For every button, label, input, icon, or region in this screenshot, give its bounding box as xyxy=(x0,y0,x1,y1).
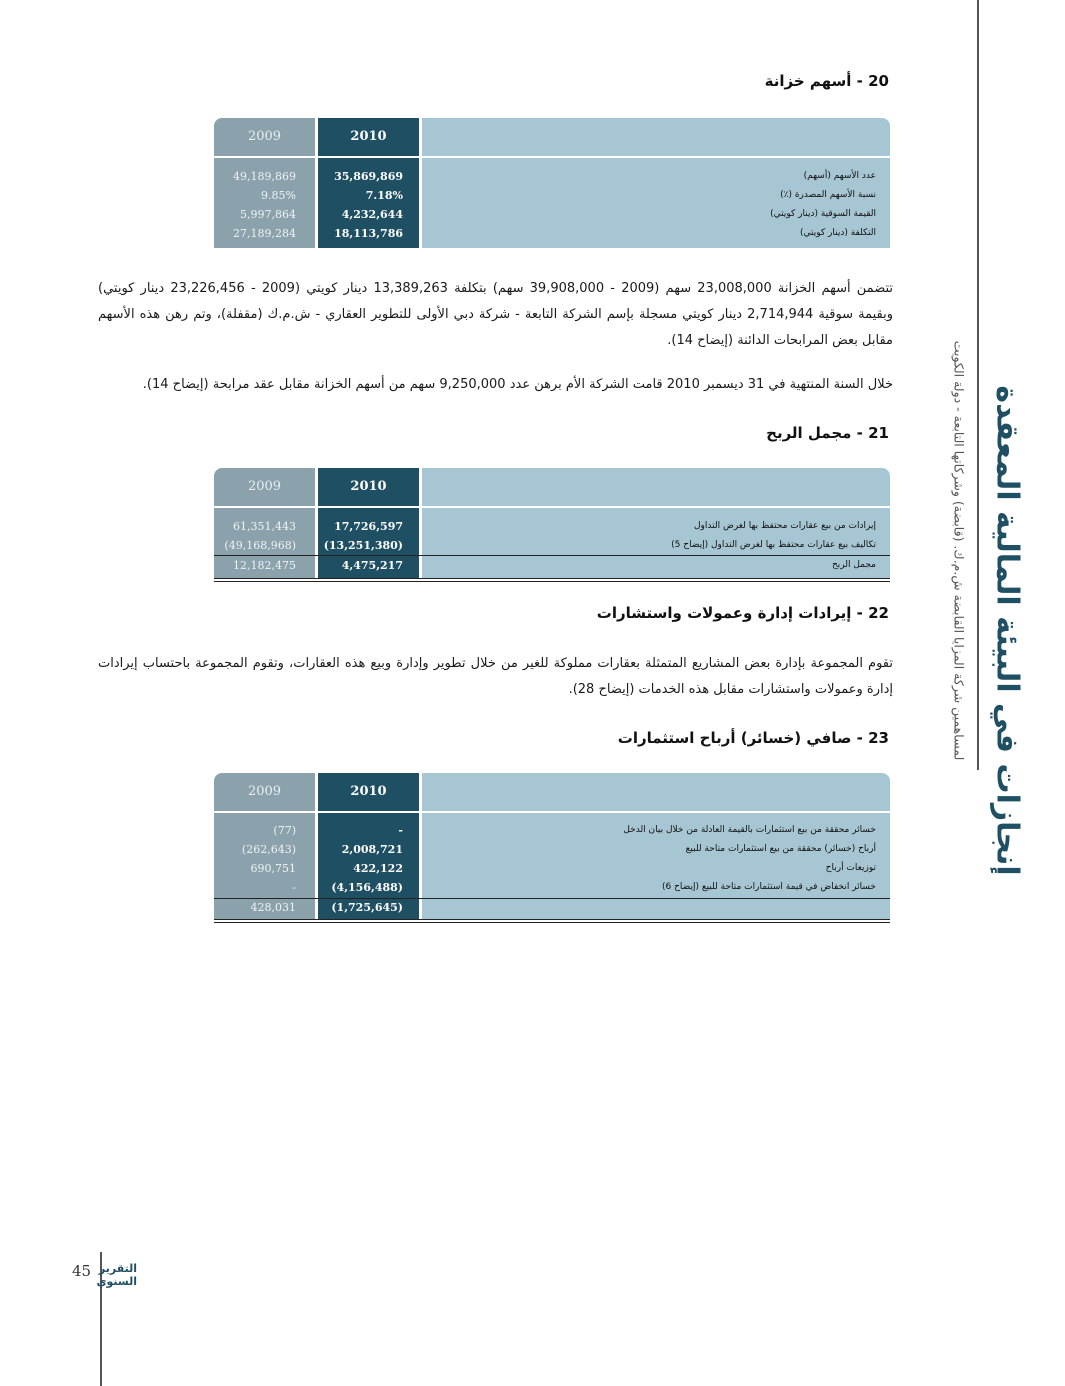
total-rule xyxy=(214,919,890,920)
table-row: 49,189,869 35,869,869 عدد الأسهم (أسهم) xyxy=(233,170,876,183)
table-row: 5,997,864 4,232,644 القيمة السوقية (دينار كويتي) xyxy=(240,208,876,221)
section-22-title: 22 - إيرادات إدارة وعمولات واستشارات xyxy=(596,604,889,622)
header-2009: 2009 xyxy=(214,468,315,506)
table-row: 61,351,443 17,726,597 إيرادات من بيع عقارات محتفظ بها لغرض التداول xyxy=(233,520,876,533)
section-20-title: 20 - أسهم خزانة xyxy=(764,72,889,90)
header-2010: 2010 xyxy=(318,468,419,506)
header-2009: 2009 xyxy=(214,118,315,156)
table-row: 27,189,284 18,113,786 التكلفة (دينار كويتي) xyxy=(233,227,876,240)
table-row: (262,643) 2,008,721 أرباح (خسائر) محققة من بيع استثمارات متاحة للبيع xyxy=(241,843,876,856)
section-20-paragraph-1: تتضمن أسهم الخزانة 23,008,000 سهم (2009 - 39,908,000 سهم) بتكلفة 13,389,263 دينار كويتي (2009 - 23,226,456 دينار كويتي) وبقيمة سوقية 2,714,944 دينار كويتي مسجلة بإسم الشركة التابعة - شركة دبي الأولى للتطوير العقاري - ش.م.ك (مقفلة)، وتم رهن هذه الأسهم مقابل بعض المرابحات الدائنة (إيضاح 14). xyxy=(98,281,894,348)
header-2010: 2010 xyxy=(318,773,419,811)
header-label xyxy=(422,468,890,506)
page-number: 45 xyxy=(72,1262,92,1280)
total-double-rule xyxy=(214,581,890,582)
total-double-rule xyxy=(214,922,890,923)
table-row: - (4,156,488) خسائر انخفاض في قيمة استثمارات متاحة للبيع (إيضاح 6) xyxy=(292,881,876,894)
table-row: 690,751 422,122 توزيعات أرباح xyxy=(250,862,876,875)
table-row: (77) - خسائر محققة من بيع استثمارات بالقيمة العادلة من خلال بيان الدخل xyxy=(273,824,876,837)
table-row: (49,168,968) (13,251,380) تكاليف بيع عقارات محتفظ بها لغرض التداول (إيضاح 5) xyxy=(224,539,876,552)
table-row: 9.85% 7.18% نسبة الأسهم المصدرة (٪) xyxy=(261,189,876,202)
section-20-paragraph-2: خلال السنة المنتهية في 31 ديسمبر 2010 قامت الشركة الأم برهن عدد 9,250,000 سهم من أسهم الخزانة مقابل عقد مرابحة (إيضاح 14). xyxy=(142,377,893,392)
side-subtitle: لمساهمين شركة المزايا القابضة ش.م.ك. (قابضة) وشركاتها التابعة - دولة الكويت xyxy=(951,340,967,760)
gross-profit-table xyxy=(214,468,890,588)
annual-report-logo: التقرير السنوي xyxy=(96,1262,137,1288)
right-margin-line xyxy=(977,0,979,770)
side-title: إنجازات في البيئة المالية المعقدة xyxy=(990,384,1025,876)
section-21-title: 21 - مجمل الربح xyxy=(766,424,889,442)
header-label xyxy=(422,773,890,811)
header-2009: 2009 xyxy=(214,773,315,811)
header-2010: 2010 xyxy=(318,118,419,156)
section-22-paragraph: تقوم المجموعة بإدارة بعض المشاريع المتمثلة بعقارات مملوكة للغير من خلال تطوير وإدارة وبيع هذه العقارات، وتقوم المجموعة باحتساب إيرادات إدارة وعمولات واستشارات مقابل هذه الخدمات (إيضاح 28). xyxy=(98,656,893,697)
investment-results-table xyxy=(214,773,890,925)
table-row-total: 428,031 (1,725,645) xyxy=(250,901,403,914)
treasury-shares-table xyxy=(214,118,890,248)
table-row-total: 12,182,475 4,475,217 مجمل الربح xyxy=(233,559,876,572)
header-label xyxy=(422,118,890,156)
section-23-title: 23 - صافي (خسائر) أرباح استثمارات xyxy=(617,729,889,747)
total-rule xyxy=(214,578,890,579)
